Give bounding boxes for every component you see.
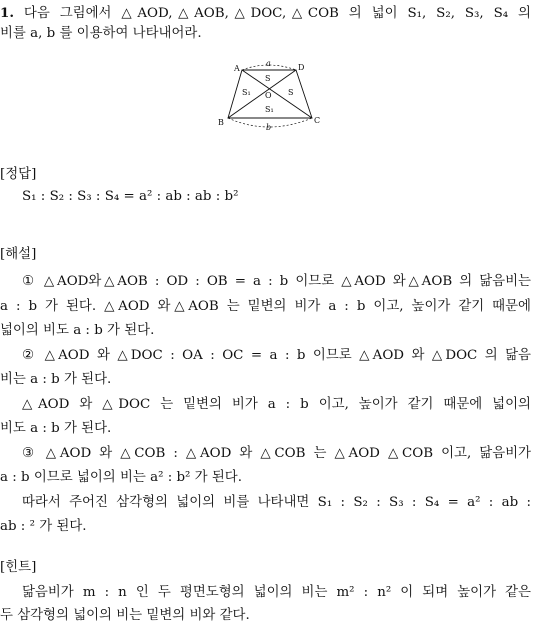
solution-line-8: ③ △AOD 와 △COB : △AOD 와 △COB 는 △AOD △COB 이고, 닮음비가	[22, 446, 531, 461]
solution-line-4: ② △AOD 와 △DOC : OA : OC = a : b 이므로 △AOD 와 △DOC 의 닮음	[22, 348, 531, 363]
vertex-b-label: B	[218, 118, 224, 127]
answer-heading: [정답]	[0, 167, 37, 182]
problem-text-line-1: 다음 그림에서 △AOD,△AOB,△DOC,△COB 의 넓이 S₁, S₂, S₃, S₄ 의	[23, 6, 531, 21]
solution-line-10: 따라서 주어진 삼각형의 넓이의 비를 나타내면 S₁ : S₂ : S₃ : S₄ = a² : ab :	[22, 495, 531, 510]
problem-number: 1.	[0, 5, 14, 21]
vertex-d-label: D	[298, 63, 305, 72]
solution-line-2: a : b 가 된다. △AOD 와△AOB 는 밑변의 비가 a : b 이고, 높이가 같기 때문에	[0, 299, 531, 314]
answer-text: S₁ : S₂ : S₃ : S₄ = a² : ab : ab : b²	[22, 189, 239, 204]
hint-line-2: 두 삼각형의 넓이의 비는 밑변의 비와 같다.	[0, 608, 250, 623]
problem-text-line-2: 비를 a, b 를 이용하여 나타내어라.	[0, 26, 202, 41]
vertex-a-label: A	[234, 64, 240, 73]
vertex-o-label: O	[265, 91, 272, 100]
solution-line-6: △AOD 와 △DOC 는 밑변의 비가 a : b 이고, 높이가 같기 때문에 넓이의	[22, 397, 531, 412]
diagonal-ac	[242, 70, 312, 118]
diagonal-db	[228, 70, 296, 118]
problem-line-1	[0, 4, 531, 23]
trapezoid-figure	[212, 58, 328, 136]
region-bottom-label: S₁	[265, 105, 274, 114]
solution-line-5: 비는 a : b 가 된다.	[0, 372, 112, 387]
solution-line-1: ① △AOD와△AOB : OD : OB = a : b 이므로 △AOD 와△AOB 의 닮음비는	[22, 274, 531, 289]
top-length-label: a	[266, 59, 271, 68]
bottom-length-label: b	[266, 123, 272, 132]
solution-line-11: ab : ² 가 된다.	[0, 519, 87, 534]
region-top-label: S	[265, 74, 271, 83]
hint-line-1: 닮음비가 m : n 인 두 평면도형의 넓이의 비는 m² : n² 이 되며 높이가 같은	[22, 585, 531, 600]
solution-heading: [해설]	[0, 247, 37, 262]
region-left-label: S₁	[242, 88, 251, 97]
hint-heading: [힌트]	[0, 560, 37, 575]
region-right-label: S	[288, 88, 294, 97]
trapezoid-diagram	[212, 58, 328, 136]
vertex-c-label: C	[314, 116, 321, 125]
solution-line-3: 넓이의 비도 a : b 가 된다.	[0, 323, 155, 338]
solution-line-7: 비도 a : b 가 된다.	[0, 421, 112, 436]
solution-line-9: a : b 이므로 넓이의 비는 a² : b² 가 된다.	[0, 470, 242, 485]
